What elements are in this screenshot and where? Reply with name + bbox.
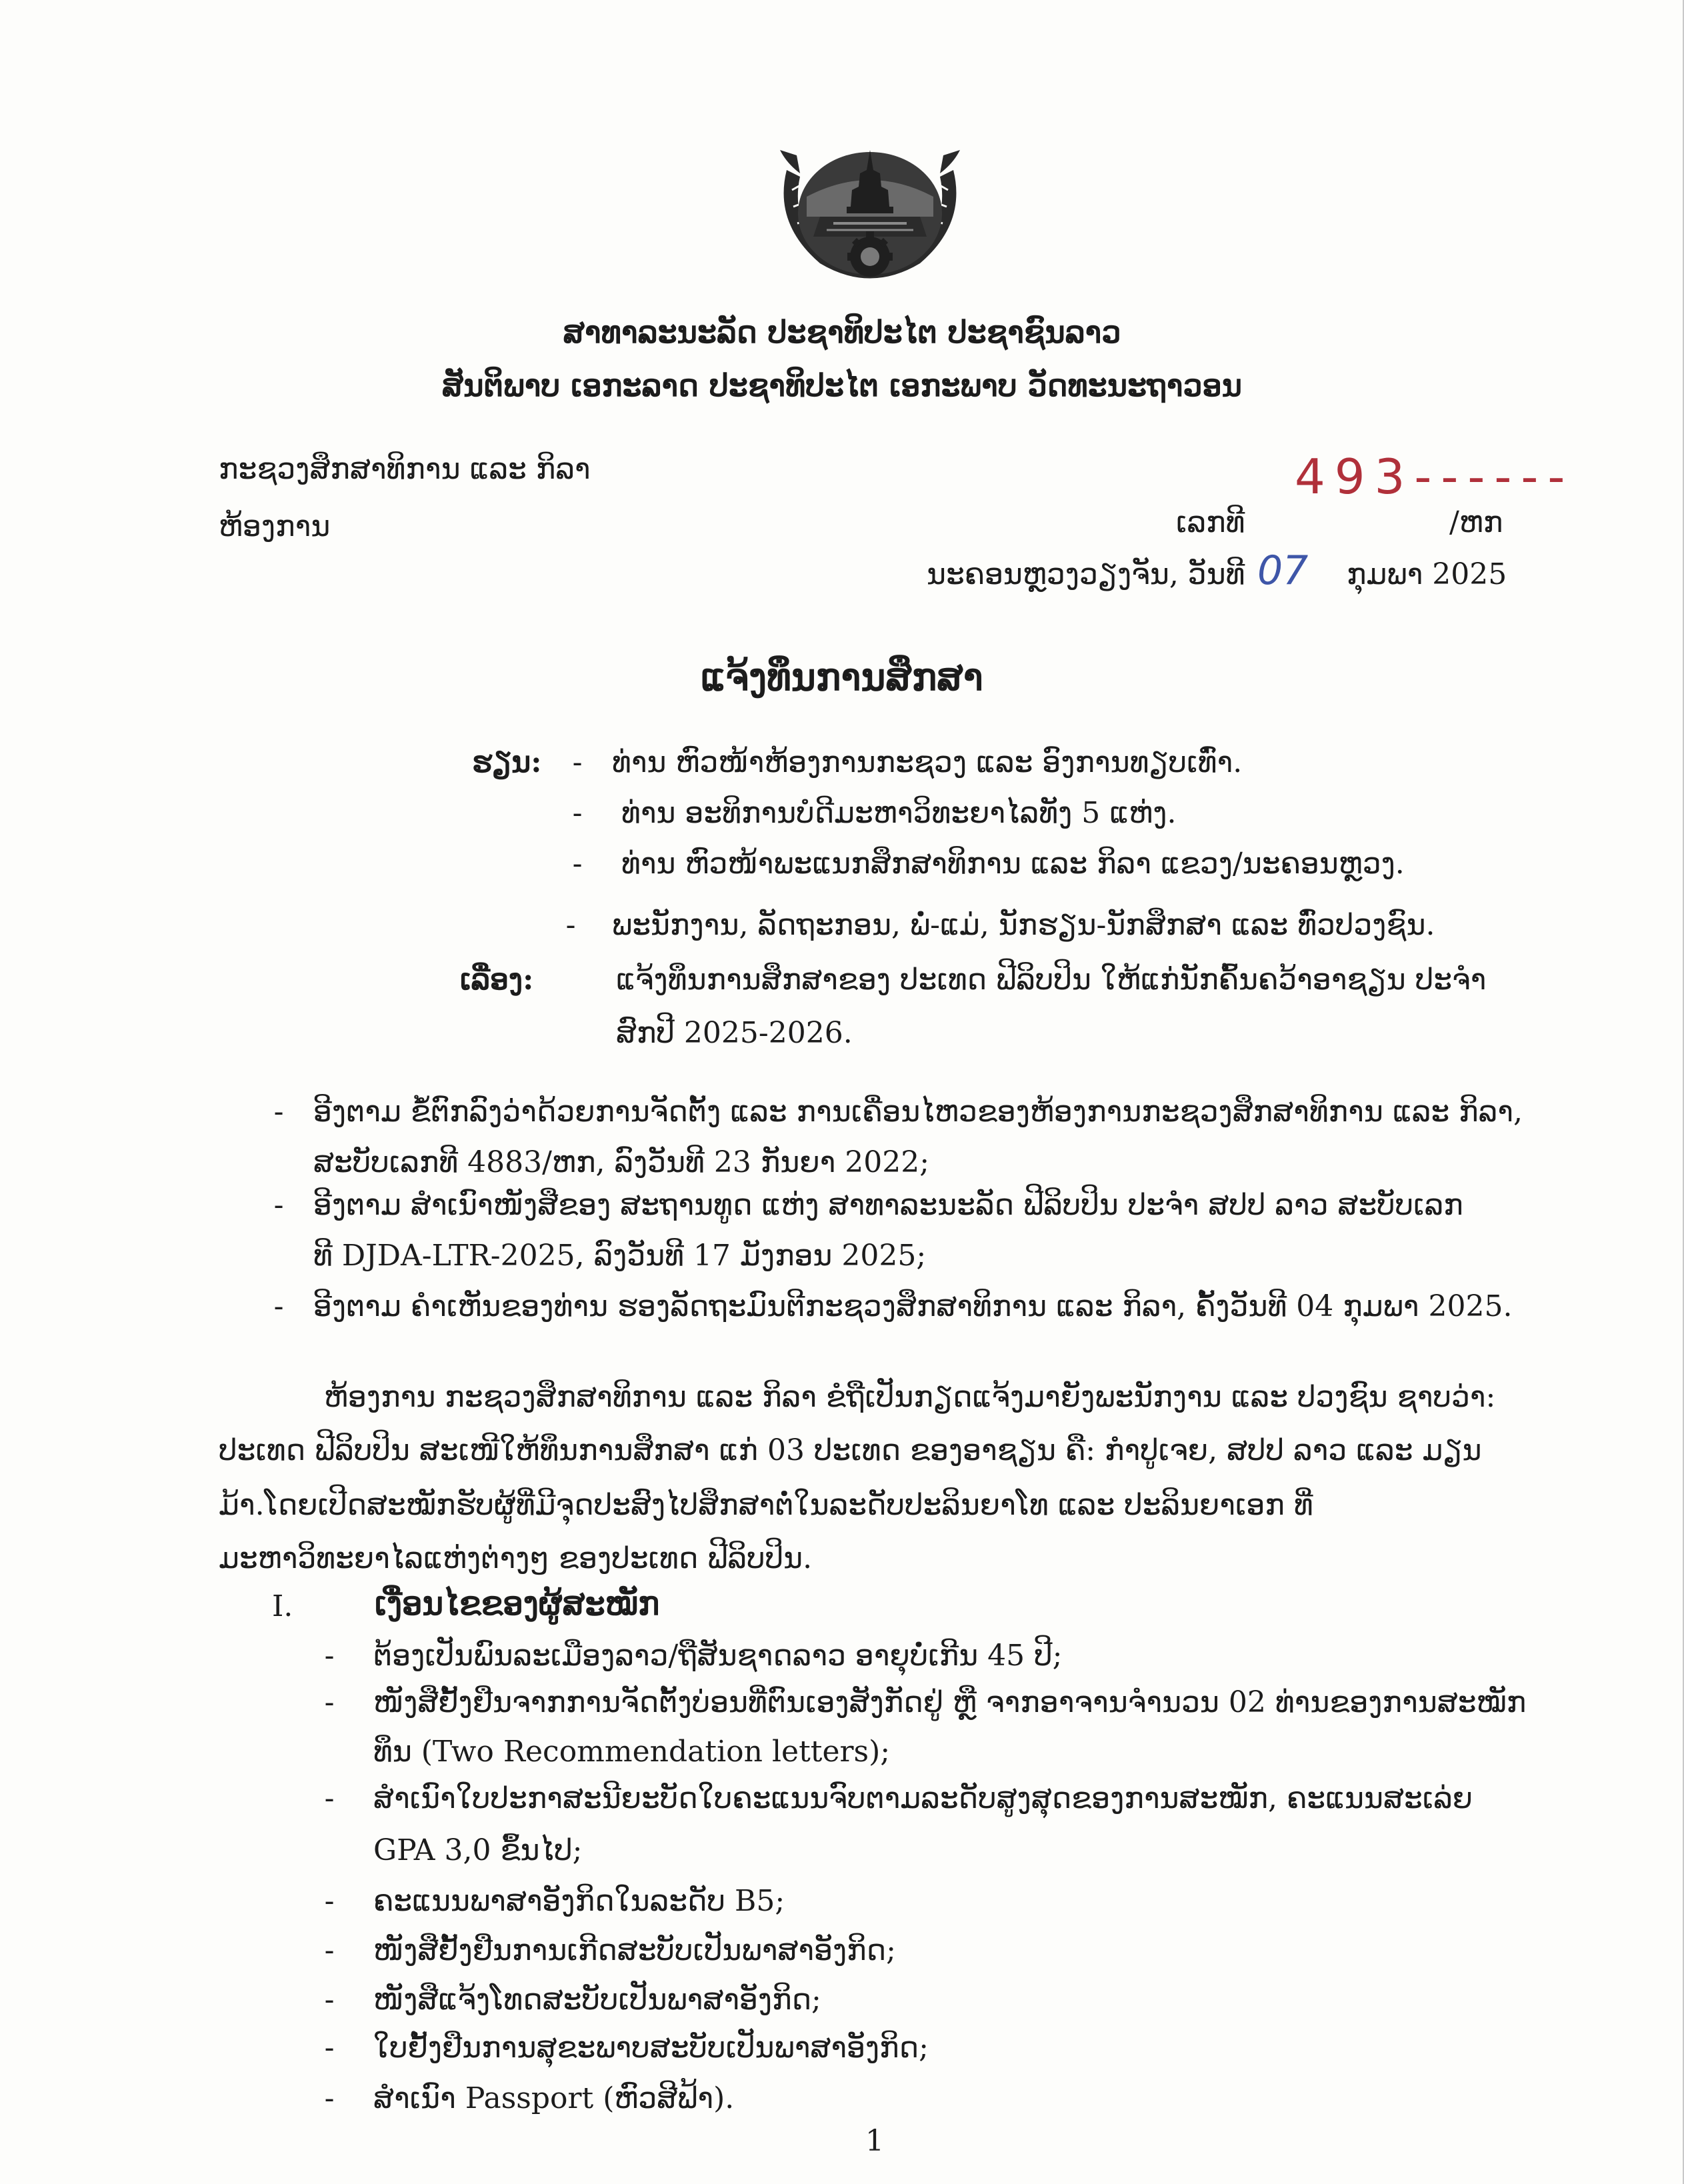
requirement-item: ທຶນ (Two Recommendation letters); [373, 1735, 891, 1769]
requirement-bullet: - [324, 1884, 335, 1918]
doc-number-label: ເລກທີ [1176, 505, 1245, 539]
recipient-dash: - [572, 796, 583, 830]
body-line: ມະຫາວິທະຍາໄລແຫ່ງຕ່າງໆ ຂອງປະເທດ ຟີລິບປິນ. [219, 1541, 813, 1575]
recipients-label: ຮຽນ: [472, 745, 542, 779]
national-header-line2: ສັນຕິພາບ ເອກະລາດ ປະຊາທິປະໄຕ ເອກະພາບ ວັດທະນະຖາວອນ [441, 367, 1243, 403]
recipient-item: ທ່ານ ຫົວໜ້າຫ້ອງການກະຊວງ ແລະ ອົງການທຽບເທົ່າ. [612, 745, 1243, 779]
requirement-item: ໜັງສືຢັ້ງຢືນການເກີດສະບັບເປັນພາສາອັງກິດ; [373, 1933, 896, 1967]
document-title: ແຈ້ງທຶນການສຶກສາ [701, 655, 983, 699]
handwritten-date-day: 07 [1257, 547, 1309, 594]
requirement-item: GPA 3,0 ຂຶ້ນໄປ; [373, 1833, 583, 1867]
requirement-bullet: - [324, 1983, 335, 2017]
requirement-item: ສຳເນົາ Passport (ຫົວສີຟ້າ). [373, 2081, 735, 2115]
date-suffix: ກຸມພາ 2025 [1347, 557, 1507, 591]
recipient-item: ພະນັກງານ, ລັດຖະກອນ, ພໍ່-ແມ່, ນັກຮຽນ-ນັກສຶກສາ ແລະ ທົ່ວປວງຊົນ. [612, 908, 1435, 942]
reference-line: ອີງຕາມ ສຳເນົາໜັງສືຂອງ ສະຖານທູດ ແຫ່ງ ສາທາລະນະລັດ ຟີລິບປິນ ປະຈຳ ສປປ ລາວ ສະບັບເລກ [313, 1188, 1463, 1222]
reference-line: ອີງຕາມ ຂໍ້ຕົກລົງວ່າດ້ວຍການຈັດຕັ້ງ ແລະ ການເຄື່ອນໄຫວຂອງຫ້ອງການກະຊວງສຶກສາທິການ ແລະ ກິລາ, [313, 1095, 1523, 1129]
page-number: 1 [865, 2124, 884, 2158]
requirement-bullet: - [324, 2031, 335, 2065]
national-header-line1: ສາທາລະນະລັດ ປະຊາທິປະໄຕ ປະຊາຊົນລາວ [563, 314, 1121, 350]
section-numeral: I. [272, 1589, 293, 1623]
reference-bullet: - [273, 1095, 284, 1129]
section-heading: ເງື່ອນໄຂຂອງຜູ້ສະໝັກ [375, 1585, 660, 1623]
subject-line1: ແຈ້ງທຶນການສຶກສາຂອງ ປະເທດ ຟີລິບປິນ ໃຫ້ແກ່ນັກຄົ້ນຄວ້າອາຊຽນ ປະຈໍາ [616, 963, 1487, 997]
requirement-item: ໜັງສືຢັ້ງຢືນຈາກການຈັດຕັ້ງບ່ອນທີ່ຕົນເອງສັງກັດຢູ່ ຫຼື ຈາກອາຈານຈຳນວນ 02 ທ່ານຂອງການສະໝັກ [373, 1685, 1527, 1719]
requirement-bullet: - [324, 1933, 335, 1967]
reference-bullet: - [273, 1188, 284, 1222]
reference-line: ທີ DJDA-LTR-2025, ລົງວັນທີ 17 ມັງກອນ 2025; [313, 1239, 927, 1273]
requirement-bullet: - [324, 2081, 335, 2115]
requirement-item: ໜັງສືແຈ້ງໂທດສະບັບເປັນພາສາອັງກິດ; [373, 1983, 821, 2017]
recipient-dash: - [572, 847, 583, 881]
body-line: ມ້າ.ໂດຍເປີດສະໝັກຮັບຜູ້ທີ່ມີຈຸດປະສົງໄປສຶກສາຕໍ່ໃນລະດັບປະລິນຍາໂທ ແລະ ປະລິນຍາເອກ ທີ່ [219, 1488, 1313, 1522]
recipient-item: ທ່ານ ຫົວໜ້າພະແນກສຶກສາທິການ ແລະ ກິລາ ແຂວງ/ນະຄອນຫຼວງ. [621, 847, 1405, 881]
requirement-bullet: - [324, 1685, 335, 1719]
handwritten-doc-number: 493------ [1295, 449, 1575, 505]
requirement-item: ໃບຢັ້ງຢືນການສຸຂະພາບສະບັບເປັນພາສາອັງກິດ; [373, 2031, 929, 2065]
ministry-name: ກະຊວງສຶກສາທິການ ແລະ ກິລາ [219, 452, 591, 486]
requirement-bullet: - [324, 1639, 335, 1673]
requirement-item: ຕ້ອງເປັນພົນລະເມືອງລາວ/ຖືສັນຊາດລາວ ອາຍຸບໍ່ເກີນ 45 ປີ; [373, 1639, 1063, 1673]
recipient-dash: - [572, 745, 583, 779]
reference-line: ສະບັບເລກທີ 4883/ຫກ, ລົງວັນທີ 23 ກັນຍາ 2022; [313, 1145, 930, 1179]
lao-national-emblem-icon [760, 123, 980, 290]
recipient-dash: - [565, 908, 576, 942]
requirement-item: ຄະແນນພາສາອັງກິດໃນລະດັບ B5; [373, 1884, 785, 1918]
date-prefix: ນະຄອນຫຼວງວຽງຈັນ, ວັນທີ [927, 557, 1245, 591]
requirement-item: ສຳເນົາໃບປະກາສະນີຍະບັດໃບຄະແນນຈົບຕາມລະດັບສູງສຸດຂອງການສະໝັກ, ຄະແນນສະເລ່ຍ [373, 1781, 1473, 1815]
requirement-bullet: - [324, 1781, 335, 1815]
subject-line2: ສົກປີ 2025-2026. [616, 1016, 853, 1050]
body-line: ປະເທດ ຟີລິບປິນ ສະເໜີໃຫ້ທຶນການສຶກສາ ແກ່ 03 ປະເທດ ຂອງອາຊຽນ ຄື: ກຳປູເຈຍ, ສປປ ລາວ ແລະ ມຽນ [219, 1433, 1482, 1467]
body-line: ຫ້ອງການ ກະຊວງສຶກສາທິການ ແລະ ກິລາ ຂໍຖືເປັນກຽດແຈ້ງມາຍັງພະນັກງານ ແລະ ປວງຊົນ ຊາບວ່າ: [324, 1380, 1496, 1414]
office-name: ຫ້ອງການ [219, 509, 331, 543]
reference-bullet: - [273, 1289, 284, 1323]
recipient-item: ທ່ານ ອະທິການບໍດີມະຫາວິທະຍາໄລທັງ 5 ແຫ່ງ. [621, 796, 1177, 830]
doc-number-suffix: /ຫກ [1449, 505, 1503, 539]
reference-line: ອີງຕາມ ຄຳເຫັນຂອງທ່ານ ຮອງລັດຖະມົນຕີກະຊວງສຶກສາທິການ ແລະ ກິລາ, ຄັ້ງວັນທີ 04 ກຸມພາ 2025. [313, 1289, 1513, 1323]
subject-label: ເລື່ອງ: [460, 963, 534, 997]
